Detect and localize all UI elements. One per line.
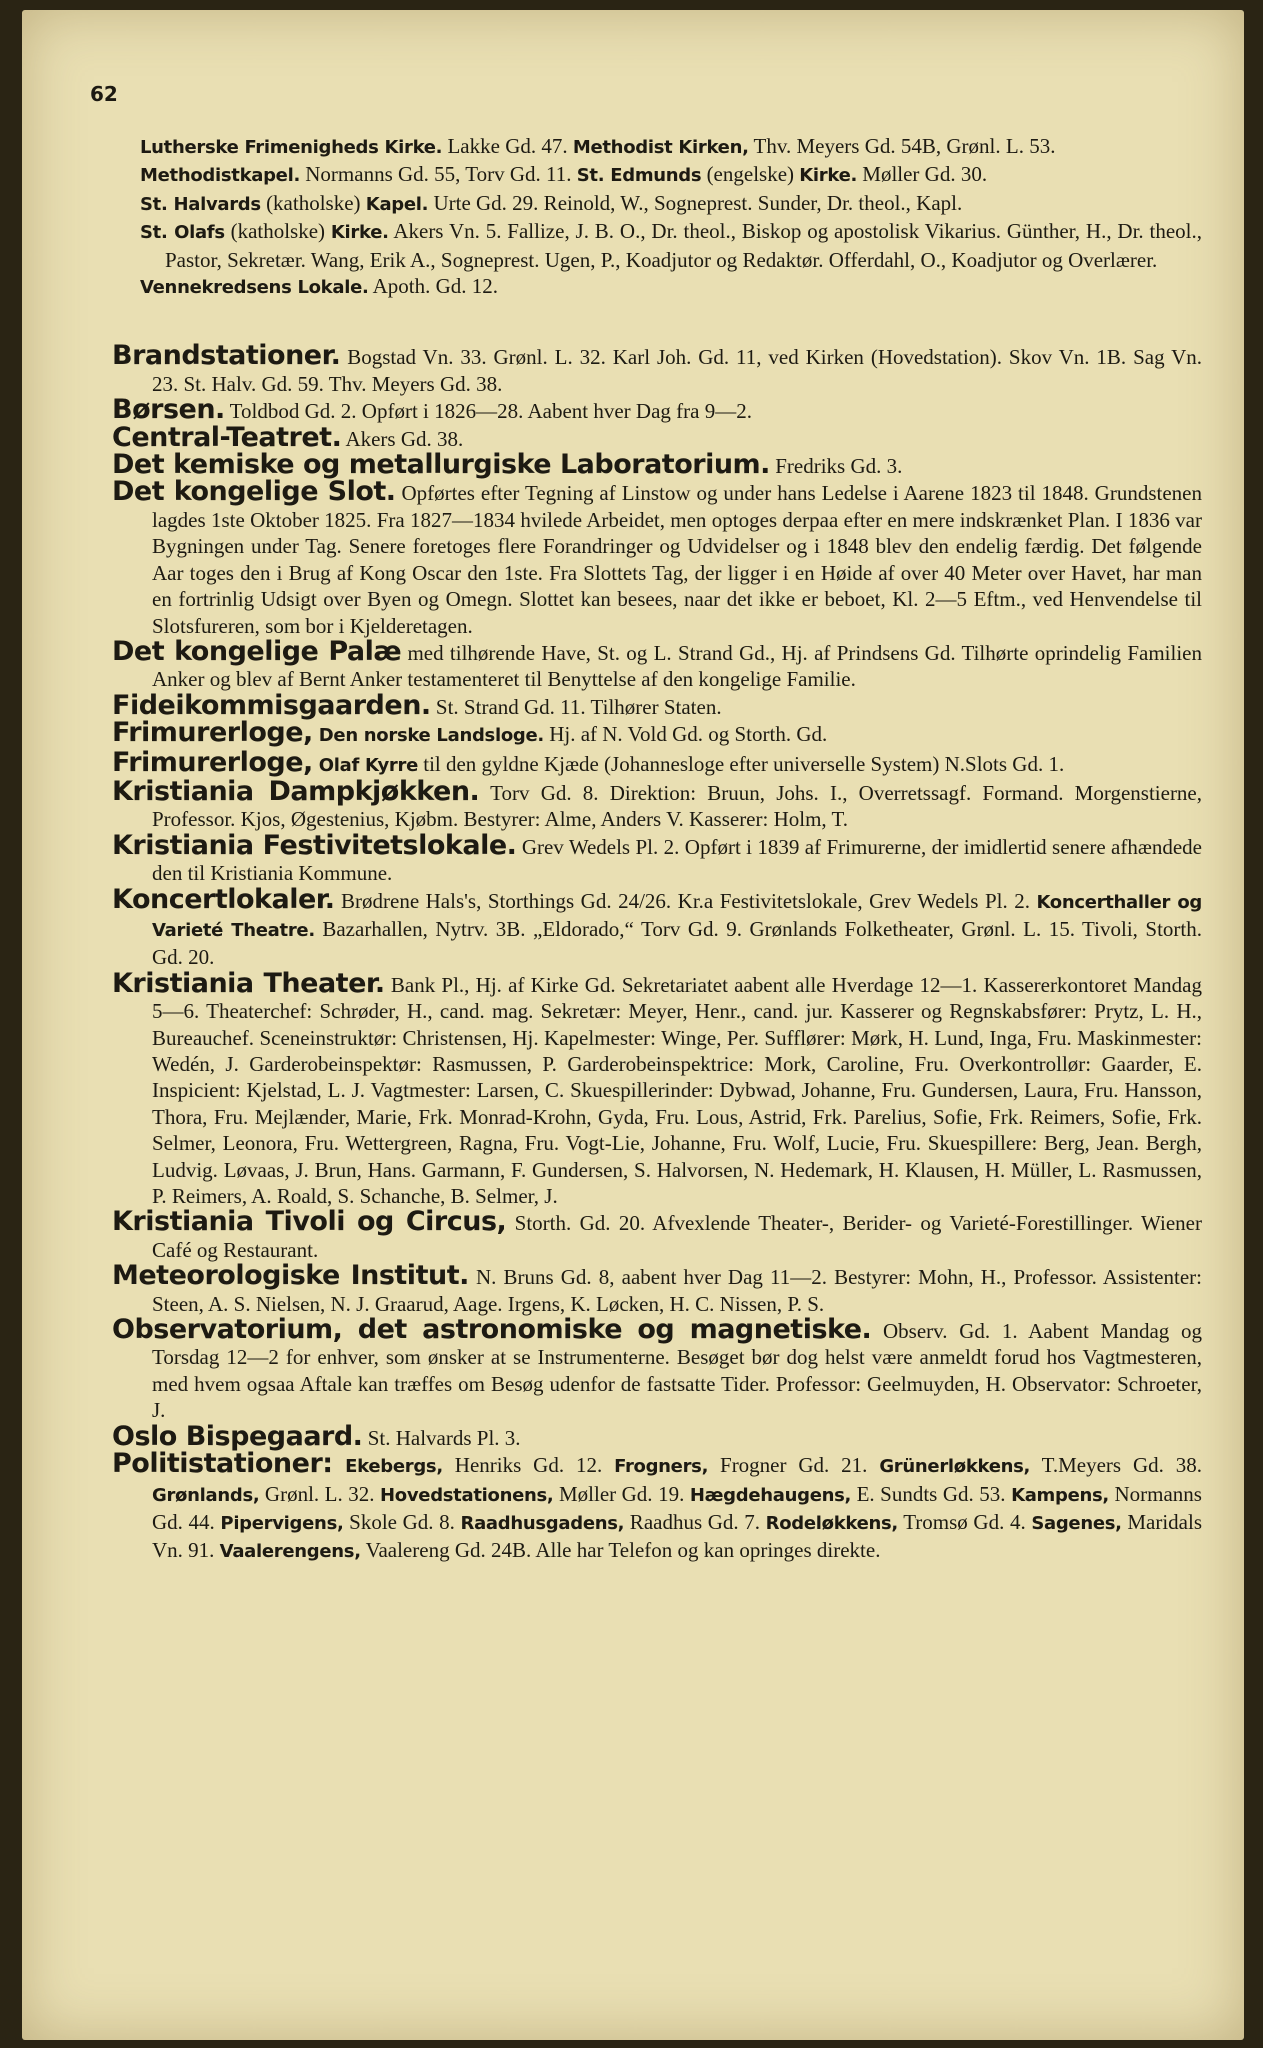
page-content xyxy=(112,133,1202,1566)
entry-subheading: Pipervigens, xyxy=(220,1512,344,1534)
document-page xyxy=(22,10,1244,2040)
directory-entry xyxy=(112,1448,1203,1566)
directory-entry xyxy=(112,449,1202,481)
directory-entry xyxy=(112,340,1202,397)
entry-heading: Det kemiske og metallurgiske Laboratorium. xyxy=(112,449,770,481)
entry-subheading: Kampens, xyxy=(1011,1484,1109,1506)
entry-subheading: Sagenes, xyxy=(1031,1512,1122,1534)
directory-entry xyxy=(112,421,1202,453)
entry-heading: Kristiania Tivoli og Circus, xyxy=(112,1206,507,1238)
directory-entry xyxy=(112,717,1202,749)
entry-text: Urte Gd. 29. Reinold, W., Sogneprest. Sunder, Dr. theol., Kapl. xyxy=(428,190,963,215)
entry-text: (engelske) xyxy=(701,162,800,187)
entry-heading: Frimurerloge, xyxy=(112,717,313,749)
entry-text: (katholske) xyxy=(224,219,331,244)
entry-text: Møller Gd. 19. xyxy=(553,1481,690,1506)
entry-text: Møller Gd. 30. xyxy=(857,162,988,187)
entry-heading: St. Halvards xyxy=(140,193,261,215)
directory-entry xyxy=(112,476,1202,638)
entry-text: Bank Pl., Hj. af Kirke Gd. Sekretariatet aabent alle Hverdage 12—1. Kassererkontoret Mandag 5—6. Theaterchef: Schrøder, H., cand. mag. Sekretær: Meyer, Henr., cand. jur. Kasserer og Regnskabsfører: Prytz, L. H., Bureauchef. Sceneinstruktør: Christensen, Hj. Kapelmester: Winge, Per. Sufflører: Mørk, H. Lund, Inga, Fru. Maskinmester: Wedén, J. Garderobeinspektør: Rasmussen, P. Garderobeinspektrice: Mork, Caroline, Fru. Overkontrollør: Gaarder, E. Inspicient: Kjelstad, L. J. Vagtmester: Larsen, C. Skuespillerinder: Dybwad, Johanne, Fru. Gundersen, Laura, Fru. Hansson, Thora, Fru. Mejlænder, Marie, Frk. Monrad-Krohn, Gyda, Fru. Lous, Astrid, Frk. Parelius, Sofie, Frk. Reimers, Sofie, Frk. Selmer, Leonora, Fru. Wettergreen, Ragna, Fru. Vogt-Lie, Johanne, Fru. Wolf, Lucie, Fru. Skuespillere: Berg, Jean. Bergh, Ludvig. Løvaas, J. Brun, Hans. Garmann, F. Gundersen, S. Halvorsen, N. Hedemark, H. Klausen, H. Müller, L. Rasmussen, P. Reimers, A. Roald, S. Schanche, B. Selmer, J. xyxy=(152,972,1203,1209)
entry-text: Observ. Gd. 1. Aabent Mandag og Torsdag 12—2 for enhver, som ønsker at se Instrumenterne. Besøget bør dog helst være anmeldt forud hos Vagtmesteren, med hvem ogsaa Aftale kan træffes om Besøg udenfor de fastsatte Tider. Professor: Geelmuyden, H. Observator: Schroeter, J. xyxy=(152,1319,1202,1423)
entry-subheading: Vaalerengens, xyxy=(219,1541,361,1563)
entry-heading: Fideikommisgaarden. xyxy=(112,689,431,721)
entry-text: Akers Vn. 5. Fallize, J. B. O., Dr. theol., Biskop og apostolisk Vikarius. Günther, H., Dr. theol., Pastor, Sekretær. Wang, Erik A., Sogneprest. Ugen, P., Koadjutor og Redaktør. Offerdahl, O., Koadjutor og Overlærer. xyxy=(165,219,1202,272)
directory-entry xyxy=(112,1420,1202,1452)
entry-heading: Vennekredsens Lokale. xyxy=(140,277,369,299)
directory-entry xyxy=(112,394,1202,426)
entry-text: Bazarhallen, Nytrv. 3B. „Eldorado,“ Torv Gd. 9. Grønlands Folketheater, Grønl. L. 15. Tivoli, Storth. Gd. 20. xyxy=(152,916,1202,970)
entry-subheading: Rodeløkkens, xyxy=(765,1512,898,1534)
entry-heading: Kristiania Festivitetslokale. xyxy=(112,829,517,861)
entry-text: Thv. Meyers Gd. 54B, Grønl. L. 53. xyxy=(748,134,1056,158)
entry-subheading: Den norske Landsloge. xyxy=(312,725,544,747)
entry-subheading: Raadhusgadens, xyxy=(460,1512,625,1534)
entry-heading: Det kongelige Palæ xyxy=(112,635,402,667)
directory-entry xyxy=(112,746,1202,779)
entry-text: Grønl. L. 32. xyxy=(259,1481,381,1506)
entry-text: Torv Gd. 8. Direktion: Bruun, Johs. I., Overretssagf. Formand. Morgenstierne, Professor. Kjos, Øgestenius, Kjøbm. Bestyrer: Alme, Anders V. Kasserer: Holm, T. xyxy=(152,780,1203,832)
intro-paragraph xyxy=(140,133,1202,161)
entry-heading: Methodistkapel. xyxy=(140,165,300,187)
entry-heading: Koncertlokaler. xyxy=(112,883,335,915)
entry-subheading: Grünerløkkens, xyxy=(879,1456,1031,1478)
entry-text: Frogner Gd. 21. xyxy=(708,1453,880,1478)
entry-text: Normanns Gd. 55, Torv Gd. 11. xyxy=(300,162,577,187)
entry-heading: Brandstationer. xyxy=(112,340,341,372)
entry-text: Bogstad Vn. 33. Grønl. L. 32. Karl Joh. Gd. 11, ved Kirken (Hovedstation). Skov Vn. 1B. Sag Vn. 23. St. Halv. Gd. 59. Thv. Meyers Gd. 38. xyxy=(152,345,1202,396)
intro-paragraph xyxy=(140,190,1202,218)
directory-entries xyxy=(112,340,1203,1565)
directory-entry xyxy=(112,1314,1202,1424)
entry-text: Opførtes efter Tegning af Linstow og under hans Ledelse i Aarene 1823 til 1848. Grundstenen lagdes 1ste Oktober 1825. Fra 1827—1834 hvilede Arbeidet, men optoges derpaa efter en mere indskrænket Plan. I 1836 var Bygningen under Tag. Senere foretoges flere Forandringer og Udvidelser og i 1848 blev den endelig færdig. Det følgende Aar toges den i Brug af Kong Oscar den 1ste. Fra Slottets Tag, der ligger i en Høide af over 40 Meter over Havet, har man en fortrinlig Udsigt over Byen og Omegn. Slottet kan besees, naar det ikke er beboet, Kl. 2—5 Eftm., ved Henvendelse til Slotsfureren, som bor i Kjelderetagen. xyxy=(152,481,1202,638)
church-listing-block xyxy=(112,133,1202,301)
entry-heading: Det kongelige Slot. xyxy=(112,476,396,508)
entry-text: til den gyldne Kjæde (Johannesloge efter universelle System) N.Slots Gd. 1. xyxy=(417,751,1065,776)
entry-subheading: Frogners, xyxy=(614,1456,709,1478)
entry-text: Vaalereng Gd. 24B. Alle har Telefon og kan opringes direkte. xyxy=(360,1538,881,1563)
page-number: 62 xyxy=(90,82,118,106)
entry-text: Normanns Gd. 44. xyxy=(152,1481,1202,1534)
intro-paragraph xyxy=(140,161,1202,189)
directory-entry xyxy=(112,883,1202,971)
entry-heading: St. Olafs xyxy=(140,222,225,244)
entry-text: E. Sundts Gd. 53. xyxy=(851,1481,1012,1506)
entry-heading: Børsen. xyxy=(112,394,225,426)
entry-text: Maridals Vn. 91. xyxy=(152,1509,1202,1563)
directory-entry xyxy=(112,689,1202,721)
intro-paragraph xyxy=(140,218,1202,273)
entry-subheading: Grønlands, xyxy=(152,1484,260,1506)
directory-entry xyxy=(112,635,1202,693)
entry-text: T.Meyers Gd. 38. xyxy=(1030,1453,1203,1478)
entry-text: Henriks Gd. 12. xyxy=(442,1453,615,1478)
entry-text: N. Bruns Gd. 8, aabent hver Dag 11—2. Bestyrer: Mohn, H., Professor. Assistenter: Steen, A. S. Nielsen, N. J. Graarud, Aage. Irgens, K. Løcken, H. C. Nissen, P. S. xyxy=(152,1265,1202,1316)
entry-text: Apoth. Gd. 12. xyxy=(368,274,499,299)
entry-text: Akers Gd. 38. xyxy=(341,426,464,451)
entry-subheading: Ekebergs, xyxy=(332,1456,443,1478)
entry-heading: Kapel. xyxy=(365,193,429,215)
entry-text: med tilhørende Have, St. og L. Strand Gd., Hj. af Prindsens Gd. Tilhørte oprindelig Familien Anker og blev af Bernt Anker testamenteret til Benyttelse af den kongelige Familie. xyxy=(152,640,1202,692)
entry-heading: Politistationer: xyxy=(112,1448,333,1480)
entry-subheading: Koncerthaller og Varieté Theatre. xyxy=(152,891,1202,941)
entry-text: Raadhus Gd. 7. xyxy=(624,1509,766,1534)
directory-entry xyxy=(112,1206,1202,1263)
entry-heading: Lutherske Frimenigheds Kirke. xyxy=(140,137,443,158)
entry-heading: Observatorium, det astronomiske og magnetiske. xyxy=(112,1314,872,1346)
entry-text: Hj. af N. Vold Gd. og Storth. Gd. xyxy=(543,722,828,747)
entry-text: Lakke Gd. 47. xyxy=(442,134,573,158)
entry-text: Toldbod Gd. 2. Opført i 1826—28. Aabent hver Dag fra 9—2. xyxy=(224,399,752,424)
entry-text: Tromsø Gd. 4. xyxy=(897,1509,1032,1534)
entry-text: Fredriks Gd. 3. xyxy=(769,454,903,479)
directory-entry xyxy=(112,967,1203,1210)
entry-heading: Central-Teatret. xyxy=(112,421,342,453)
entry-heading: Oslo Bispegaard. xyxy=(112,1420,363,1452)
entry-subheading: Olaf Kyrre xyxy=(312,754,418,776)
entry-heading: Kristiania Dampkjøkken. xyxy=(112,775,480,807)
entry-heading: Kirke. xyxy=(330,222,389,244)
directory-entry xyxy=(112,829,1202,887)
entry-subheading: Hovedstationens, xyxy=(380,1484,554,1506)
entry-text: St. Halvards Pl. 3. xyxy=(362,1425,521,1450)
entry-text: Grev Wedels Pl. 2. Opført i 1839 af Frimurerne, der imidlertid senere afhændede den til Kristiania Kommune. xyxy=(152,834,1202,886)
entry-subheading: Hægdehaugens, xyxy=(689,1484,852,1506)
entry-text: Skole Gd. 8. xyxy=(343,1509,461,1534)
entry-heading: Kristiania Theater. xyxy=(112,967,385,999)
entry-heading: Meteorologiske Institut. xyxy=(112,1260,469,1292)
intro-paragraph xyxy=(140,273,1202,301)
directory-entry xyxy=(112,775,1203,833)
entry-text: (katholske) xyxy=(260,190,366,215)
entry-heading: St. Edmunds xyxy=(576,165,702,187)
entry-heading: Frimurerloge, xyxy=(112,746,313,778)
entry-heading: Kirke. xyxy=(799,165,858,187)
entry-text: St. Strand Gd. 11. Tilhører Staten. xyxy=(430,694,722,719)
entry-text: Brødrene Hals's, Storthings Gd. 24/26. Kr.a Festivitetslokale, Grev Wedels Pl. 2. xyxy=(334,888,1037,913)
entry-heading: Methodist Kirken, xyxy=(572,137,749,158)
directory-entry xyxy=(112,1260,1202,1317)
entry-text: Storth. Gd. 20. Afvexlende Theater-, Berider- og Varieté-Forestillinger. Wiener Café og Restaurant. xyxy=(152,1211,1202,1262)
